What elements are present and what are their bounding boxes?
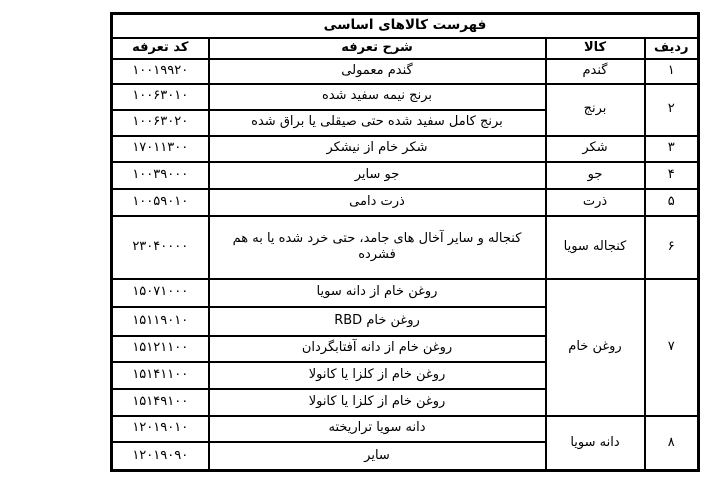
table-header-row bbox=[112, 38, 699, 59]
table-row bbox=[112, 59, 699, 84]
row-number-cell: ۵ bbox=[645, 189, 699, 216]
table-row bbox=[112, 84, 699, 110]
tariff-code-cell: ۱۲۰۱۹۰۹۰ bbox=[112, 442, 209, 471]
description-cell: دانه سویا تراریخته bbox=[209, 416, 546, 442]
description-cell: روغن خام RBD bbox=[209, 307, 546, 336]
description-cell: شکر خام از نیشکر bbox=[209, 136, 546, 162]
tariff-code-cell: ۱۵۱۴۹۱۰۰ bbox=[112, 389, 209, 416]
col-header-row-number: ردیف bbox=[645, 38, 699, 59]
table-title-row bbox=[112, 14, 699, 38]
row-number-cell: ۶ bbox=[645, 216, 699, 279]
row-number-cell: ۲ bbox=[645, 84, 699, 136]
description-cell: جو سایر bbox=[209, 162, 546, 189]
tariff-code-cell: ۱۷۰۱۱۳۰۰ bbox=[112, 136, 209, 162]
tariff-code-cell: ۱۵۱۴۱۱۰۰ bbox=[112, 362, 209, 389]
item-cell: کنجاله سویا bbox=[546, 216, 645, 279]
col-header-description: شرح تعرفه bbox=[209, 38, 546, 59]
item-cell: دانه سویا bbox=[546, 416, 645, 471]
description-cell: کنجاله و سایر آخال های جامد، حتی خرد شده یا به هم فشرده bbox=[209, 216, 546, 279]
col-header-code: کد تعرفه bbox=[112, 38, 209, 59]
item-cell: روغن خام bbox=[546, 279, 645, 416]
table-row bbox=[112, 279, 699, 307]
description-cell: گندم معمولی bbox=[209, 59, 546, 84]
table-row bbox=[112, 162, 699, 189]
description-cell: روغن خام از کلزا یا کانولا bbox=[209, 389, 546, 416]
description-cell: ذرت دامی bbox=[209, 189, 546, 216]
description-cell: برنج کامل سفید شده حتی صیقلی یا براق شده bbox=[209, 110, 546, 136]
tariff-code-cell: ۱۰۰۱۹۹۲۰ bbox=[112, 59, 209, 84]
tariff-code-cell: ۱۰۰۶۳۰۱۰ bbox=[112, 84, 209, 110]
description-cell: سایر bbox=[209, 442, 546, 471]
description-cell: برنج نیمه سفید شده bbox=[209, 84, 546, 110]
description-cell: روغن خام از کلزا یا کانولا bbox=[209, 362, 546, 389]
tariff-code-cell: ۱۵۰۷۱۰۰۰ bbox=[112, 279, 209, 307]
tariff-code-cell: ۱۰۰۳۹۰۰۰ bbox=[112, 162, 209, 189]
table-title: فهرست کالاهای اساسی bbox=[112, 14, 699, 38]
description-cell: روغن خام از دانه آفتابگردان bbox=[209, 336, 546, 362]
item-cell: جو bbox=[546, 162, 645, 189]
table-row bbox=[112, 189, 699, 216]
table-row bbox=[112, 416, 699, 442]
essential-goods-table bbox=[110, 12, 700, 472]
tariff-code-cell: ۱۲۰۱۹۰۱۰ bbox=[112, 416, 209, 442]
description-cell: روغن خام از دانه سویا bbox=[209, 279, 546, 307]
item-cell: گندم bbox=[546, 59, 645, 84]
tariff-code-cell: ۲۳۰۴۰۰۰۰ bbox=[112, 216, 209, 279]
item-cell: ذرت bbox=[546, 189, 645, 216]
item-cell: شکر bbox=[546, 136, 645, 162]
table-row bbox=[112, 216, 699, 279]
tariff-code-cell: ۱۰۰۶۳۰۲۰ bbox=[112, 110, 209, 136]
row-number-cell: ۴ bbox=[645, 162, 699, 189]
tariff-code-cell: ۱۰۰۵۹۰۱۰ bbox=[112, 189, 209, 216]
col-header-item: کالا bbox=[546, 38, 645, 59]
row-number-cell: ۸ bbox=[645, 416, 699, 471]
tariff-code-cell: ۱۵۱۱۹۰۱۰ bbox=[112, 307, 209, 336]
row-number-cell: ۷ bbox=[645, 279, 699, 416]
row-number-cell: ۱ bbox=[645, 59, 699, 84]
row-number-cell: ۳ bbox=[645, 136, 699, 162]
table-row bbox=[112, 136, 699, 162]
item-cell: برنج bbox=[546, 84, 645, 136]
tariff-code-cell: ۱۵۱۲۱۱۰۰ bbox=[112, 336, 209, 362]
